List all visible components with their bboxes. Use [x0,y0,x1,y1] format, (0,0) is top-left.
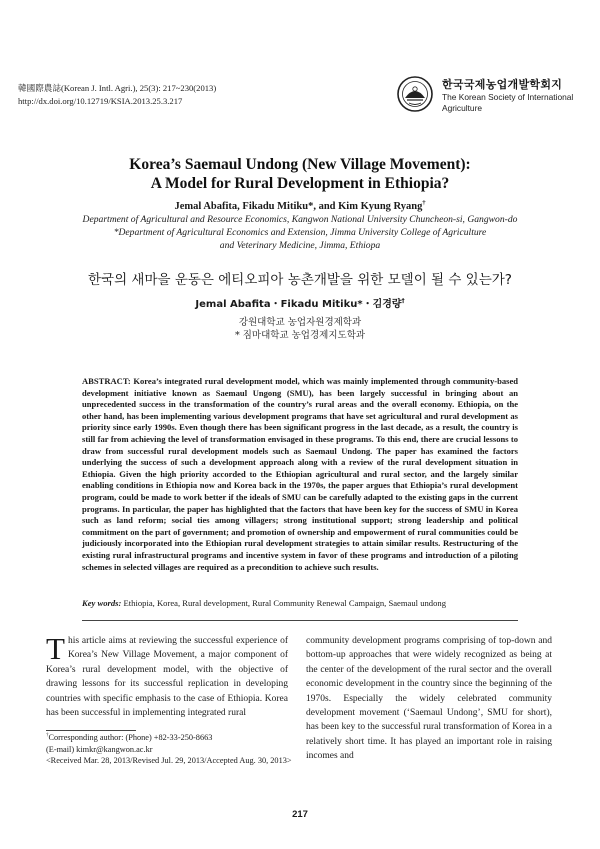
society-name-english-line1: The Korean Society of International [442,92,574,102]
article-authors-korean [30,295,570,310]
authors-korean-text: Jemal Abafita・Fikadu Mitiku*・김경량 [195,299,402,310]
body-column-right [306,634,552,764]
footnote [46,732,296,767]
society-name-english-line2: Agriculture [442,103,483,113]
affiliation-line1: Department of Agricultural and Resource Economics, Kangwon National University Chuncheon-si, Gangwon-do [82,214,518,225]
footnote-rule [46,730,136,731]
footnote-email[interactable]: (E-mail) kimkr@kangwon.ac.kr [46,744,153,754]
keywords-label: Key words: [82,598,122,608]
affiliation-korean-line2: * 짐마대학교 농업경제지도학과 [234,330,366,341]
body-left-text: his article aims at reviewing the successful experience of Korea’s New Village Movement, a major component of Korea’s rural development model, with the objective of drawing lessons for its successful replication in developing countries with specific emphasis to the case of Ethiopia. Korea has been successful in implementing integrated rural [46,636,288,719]
corresponding-mark-korean: † [401,297,405,305]
society-name-english [442,92,573,114]
footnote-phone: Corresponding author: (Phone) +82-33-250-8663 [48,733,213,742]
keywords-text: Ethiopia, Korea, Rural development, Rural Community Renewal Campaign, Saemaul undong [123,598,446,608]
society-emblem-icon [397,76,433,112]
affiliation-line2: *Department of Agricultural Economics and Extension, Jimma University College of Agriculture [113,227,487,238]
page-number: 217 [292,809,308,820]
footnote-mark: † [46,733,49,739]
affiliations [30,213,570,252]
affiliation-korean-line1: 강원대학교 농업자원경제학과 [238,317,362,328]
journal-reference [18,82,216,108]
affiliations-korean [30,316,570,342]
section-divider [82,620,518,621]
keywords [82,598,518,608]
article-authors [40,201,560,212]
abstract [82,376,518,573]
article-title-line1: Korea’s Saemaul Undong (New Village Movement): [129,156,471,173]
article-title-korean: 한국의 새마을 운동은 에티오피아 농촌개발을 위한 모델이 될 수 있는가? [88,272,512,288]
body-right-text: community development programs comprising of top-down and bottom-up approaches that were widely recognized as being at the center of the development of the rural sector and the overall economic development in the country since the beginning of the 1970s. Especially the widely celebrated community development movement (‘Saemaul Undong’, SMU for short), has been key to the successful rural transformation of Korea in a relatively short time. It has played an important role in raising incomes and [306,636,552,762]
society-name-korean: 한국국제농업개발학회지 [442,78,563,91]
journal-citation: 韓國際農誌(Korean J. Intl. Agri.), 25(3): 217~230(2013) [18,83,217,93]
article-title-line2: A Model for Rural Development in Ethiopia? [150,175,450,192]
footnote-dates: <Received Mar. 28, 2013/Revised Jul. 29, 2013/Accepted Aug. 30, 2013> [46,756,292,765]
footnote-contact [46,732,296,744]
corresponding-mark: † [422,199,426,207]
affiliation-line3: and Veterinary Medicine, Jimma, Ethiopa [219,240,381,251]
abstract-label: ABSTRACT: [82,376,131,386]
journal-doi[interactable]: http://dx.doi.org/10.12719/KSIA.2013.25.3.217 [18,96,183,106]
drop-cap: T [46,631,65,666]
authors-text: Jemal Abafita, Fikadu Mitiku*, and Kim Kyung Ryang [174,201,423,212]
body-column-left [46,631,288,720]
abstract-text: Korea’s integrated rural development model, which was mainly implemented through community-based development initiative known as Saemaul Ungong (SMU), has been largely successful in bringing about an unprecedented success in the transformation of the country’s rural areas and the overall economy. Ethiopia, on the other hand, has been implementing various development programs that have set agricultural and rural development as priority since early 1990s. Even though there has been significant progress in the last decade, as a result, the country is still far from achieving the level of transformation envisaged in these programs. To this end, there are crucial lessons to draw from successful rural development models such as Saemaul Undong. The paper has examined the factors underlying the success of such a development approach along with a review of the rural development situation in Ethiopia. Given the high priority accorded to the Ethiopian agricultural and rural sector, and the largely similar enabling conditions in Ethiopia now and Korea back in the 1970s, the paper argues that Ethiopia’s rural development program, could be made to work better if the ideals of SMU can be carefully adapted to the existing gaps in the current programs. In particular, the paper has highlighted that the factors that have been key for the success of SMU in Korea such as land reform; social ties among villagers; strong institutional support; strong leadership and political commitment on the part of government; and promotion of ownership and empowerment of rural communities could be judiciously incorporated into the Ethiopian rural development strategies to attain similar results. Restructuring of the existing rural infrastructural programs and incentive system in favor of these programs and introduction of a piloting schemes in selected villages are required as a precondition to achieve such results. [82,376,518,572]
